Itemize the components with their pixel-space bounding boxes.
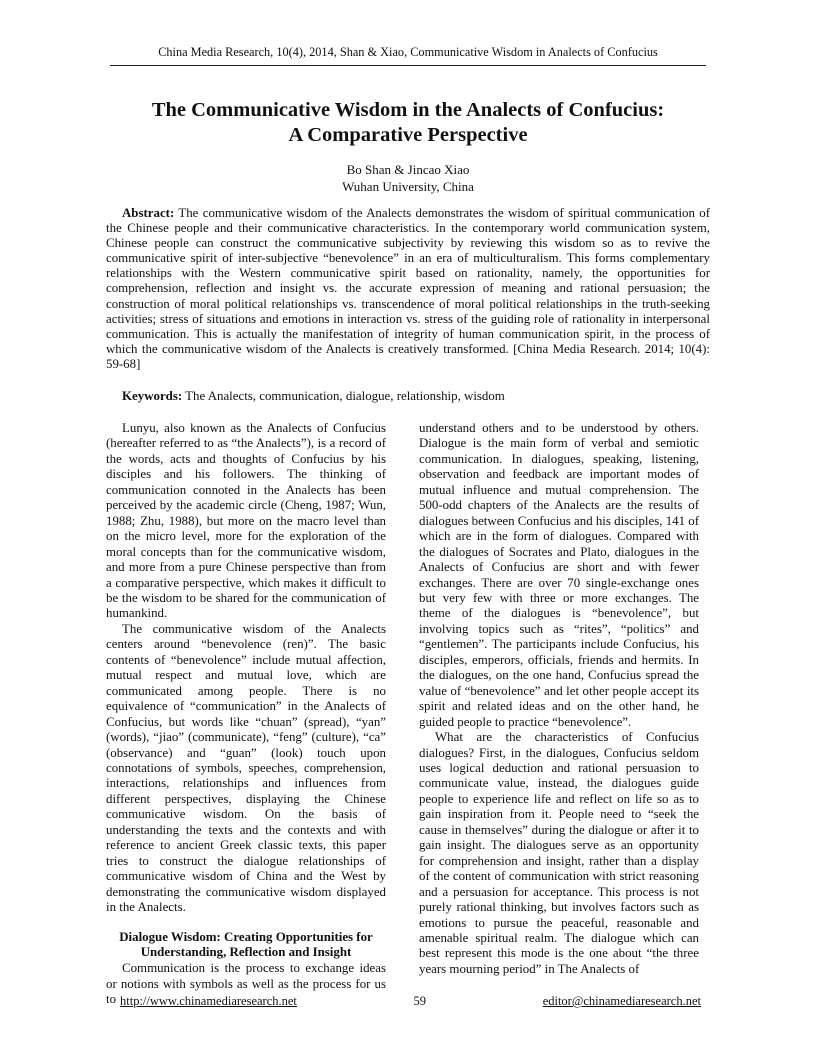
body-paragraph: The communicative wisdom of the Analects centers around “benevolence (ren)”. The basic contents of “benevolence” include mutual affection, mutual respect and mutual love, which are communicated among people. There is no equivalence of “communication” in the Analects of Confucius, but words like “chuan” (spread), “yan” (words), “jiao” (communicate), “feng” (culture), “ca” (observance) and “guan” (look) touch upon connotations of symbols, speeches, comprehension, interactions, relationships and influences from different perspectives, displaying the Chinese communicative wisdom. On the basis of understanding the texts and the contexts and with reference to ancient Greek classic texts, this paper tries to construct the dialogue relationships of communicative wisdom of China and the West by demonstrating the communicative wisdom displayed in the Analects. [106,621,386,915]
body-column-left [106,421,386,1008]
keywords [106,389,710,404]
body-column-right [419,421,699,977]
footer-email-link[interactable]: editor@chinamediaresearch.net [542,994,701,1008]
author-names: Bo Shan & Jincao Xiao [346,162,470,177]
abstract-label: Abstract: [122,206,175,220]
keywords-text: The Analects, communication, dialogue, relationship, wisdom [182,389,505,403]
running-header: China Media Research, 10(4), 2014, Shan & Xiao, Communicative Wisdom in Analects of Confucius [110,45,706,66]
body-paragraph: What are the characteristics of Confucius dialogues? First, in the dialogues, Confucius seldom uses logical deduction and rational persuasion to communicate value, instead, the dialogues guide people to experience life and reflect on life so as to gain inspiration from it. People need to “seek the cause in themselves” during the dialogue or after it to gain insight. The dialogues serve as an opportunity for comprehension and insight, rather than a display of the content of communication with strict reasoning and a persuasion for acceptance. This process is not purely rational thinking, but involves factors such as emotions to pursue the peaceful, reasonable and amenable spiritual realm. The dialogue which can best represent this mode is the one about “the three years mourning period” in The Analects of [419,730,699,976]
abstract-text: The communicative wisdom of the Analects demonstrates the wisdom of spiritual communication of the Chinese people and their communicative characteristics. In the contemporary world communication system, Chinese people can construct the communicative subjectivity by reviewing this wisdom so as to revive the communicative spirit of inter-subjective “benevolence” in an era of multiculturalism. This forms complementary relationships with the Western communicative spirit based on rationality, namely, the opportunities for comprehension, reflection and insight vs. the accurate expression of meaning and rational persuasion; the construction of moral political relationships vs. transcendence of moral political relationships in the truth-seeking activities; stress of situations and emotions in interaction vs. stress of the guiding role of rationality in interpersonal communication. This is actually the manifestation of integrity of human communication spirit, in the process of which the communicative wisdom of the Analects is creatively transformed. [China Media Research. 2014; 10(4): 59-68] [106,206,710,371]
body-paragraph: Communication is the process to exchange ideas or notions with symbols as well as the process for us to [106,961,386,1007]
abstract [106,206,710,372]
section-heading-line-2: Understanding, Reflection and Insight [140,944,352,959]
body-paragraph: understand others and to be understood by others. Dialogue is the main form of verbal and semiotic communication. In dialogues, speaking, listening, observation and feedback are important modes of mutual influence and mutual comprehension. The 500-odd chapters of the Analects are the results of dialogues between Confucius and his disciples, 141 of which are in the form of dialogues. Compared with the dialogues of Socrates and Plato, dialogues in the Analects of Confucius are short and with fewer exchanges. There are over 70 single-exchange ones but very few with three or more exchanges. The theme of the dialogues is “benevolence”, but involving topics such as “rites”, “politics” and “gentlemen”. The participants include Confucius, his disciples, emperors, officials, friends and hermits. In the dialogues, on the one hand, Confucius spread the value of “benevolence” and let other people accept its spirit and related ideas and on the other hand, he guided people to practice “benevolence”. [419,421,699,729]
page-footer [120,994,701,1009]
paper-title-line-2: A Comparative Perspective [288,124,528,146]
page-number: 59 [413,994,427,1008]
keywords-label: Keywords: [122,389,183,403]
author-block [60,161,756,195]
footer-website-link[interactable]: http://www.chinamediaresearch.net [120,994,297,1008]
section-heading-line-1: Dialogue Wisdom: Creating Opportunities for [119,929,373,944]
author-affiliation: Wuhan University, China [342,179,474,194]
paper-title-line-1: The Communicative Wisdom in the Analects of Confucius: [151,99,665,121]
paper-title [60,98,756,148]
section-heading [106,930,386,961]
body-paragraph: Lunyu, also known as the Analects of Confucius (hereafter referred to as “the Analects”), is a record of the words, acts and thoughts of Confucius by his disciples and his followers. The thinking of communication connoted in the Analects has been perceived by the academic circle (Cheng, 1987; Wun, 1988; Zhu, 1988), but more on the macro level than on the micro level, more for the exploration of the moral concepts than for the communicative wisdom, and more from a pure Chinese perspective than from a comparative perspective, which makes it difficult to be the wisdom to be shared for the communication of humankind. [106,421,386,621]
